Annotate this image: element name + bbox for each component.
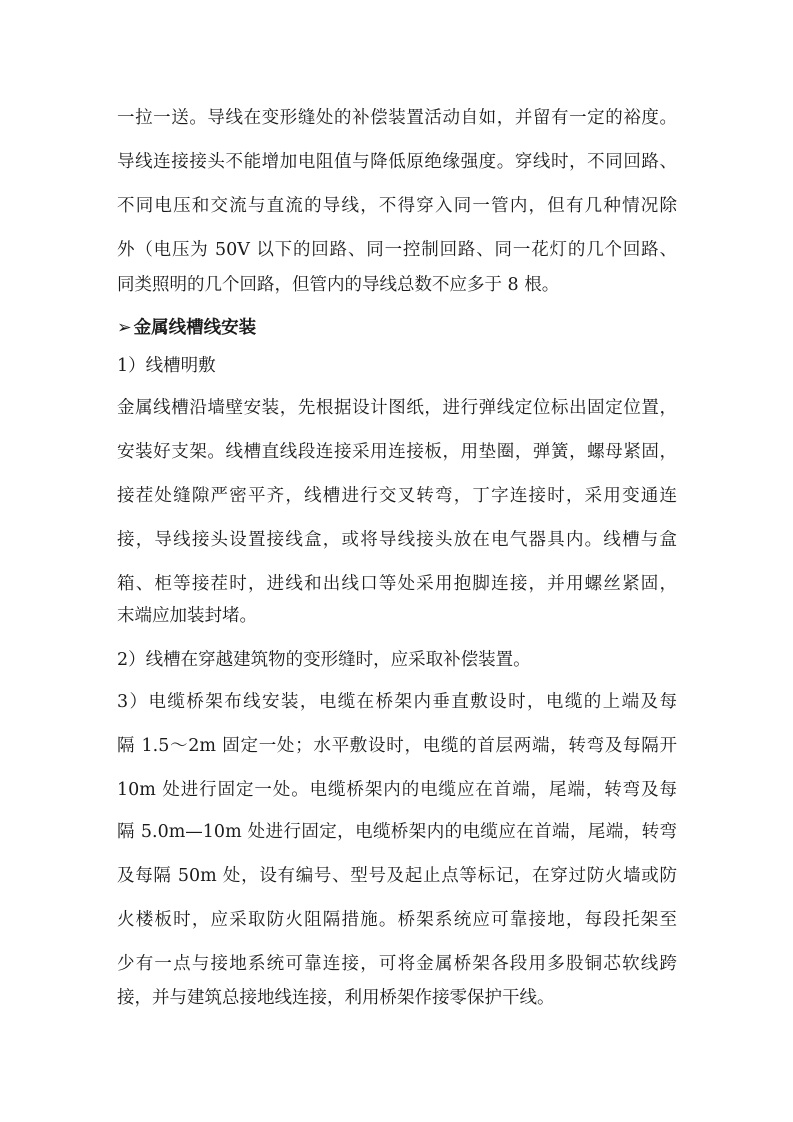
paragraph-line: 接茬处缝隙严密平齐，线槽进行交叉转弯，丁字连接时，采用变通连: [117, 486, 677, 506]
paragraph-line: 及每隔 50m 处，设有编号、型号及起止点等标记，在穿过防火墙或防: [117, 866, 677, 886]
paragraph-line: 导线连接接头不能增加电阻值与降低原绝缘强度。穿线时，不同回路、: [117, 152, 677, 172]
paragraph-line: 10m 处进行固定一处。电缆桥架内的电缆应在首端，尾端，转弯及每: [117, 780, 677, 800]
paragraph-line: 一拉一送。导线在变形缝处的补偿装置活动自如，并留有一定的裕度。: [117, 108, 677, 128]
paragraph-line: 末端应加装封堵。: [117, 606, 257, 626]
paragraph-line: 接，导线接头设置接线盒，或将导线接头放在电气器具内。线槽与盒: [117, 530, 677, 550]
paragraph-line: 隔 1.5～2m 固定一处；水平敷设时，电缆的首层两端，转弯及每隔开: [117, 736, 677, 756]
paragraph-line: 金属线槽沿墙壁安装，先根据设计图纸，进行弹线定位标出固定位置，: [117, 398, 677, 418]
paragraph-line: 安装好支架。线槽直线段连接采用连接板，用垫圈，弹簧，螺母紧固，: [117, 442, 677, 462]
paragraph-line: 同类照明的几个回路，但管内的导线总数不应多于 8 根。: [117, 275, 560, 295]
paragraph-line: 不同电压和交流与直流的导线，不得穿入同一管内，但有几种情况除: [117, 196, 677, 216]
paragraph-line: 隔 5.0m—10m 处进行固定，电缆桥架内的电缆应在首端，尾端，转弯: [117, 822, 677, 842]
subheading-line: 1）线槽明敷: [117, 356, 216, 376]
paragraph-line: 3）电缆桥架布线安装，电缆在桥架内垂直敷设时，电缆的上端及每: [117, 692, 677, 712]
paragraph-line: 少有一点与接地系统可靠连接，可将金属桥架各段用多股铜芯软线跨: [117, 954, 677, 974]
section-heading-text: 金属线槽线安装: [133, 318, 257, 338]
section-heading: [117, 316, 677, 340]
paragraph-line: 2）线槽在穿越建筑物的变形缝时，应采取补偿装置。: [117, 650, 531, 670]
bullet-arrow-icon: ➢: [117, 318, 132, 338]
paragraph-line: 接，并与建筑总接地线连接，利用桥架作接零保护干线。: [117, 988, 555, 1008]
paragraph-line: 火楼板时，应采取防火阻隔措施。桥架系统应可靠接地，每段托架至: [117, 910, 677, 930]
paragraph-line: 外（电压为 50V 以下的回路、同一控制回路、同一花灯的几个回路、: [117, 240, 677, 260]
paragraph-line: 箱、柜等接茬时，进线和出线口等处采用抱脚连接，并用螺丝紧固，: [117, 574, 677, 594]
